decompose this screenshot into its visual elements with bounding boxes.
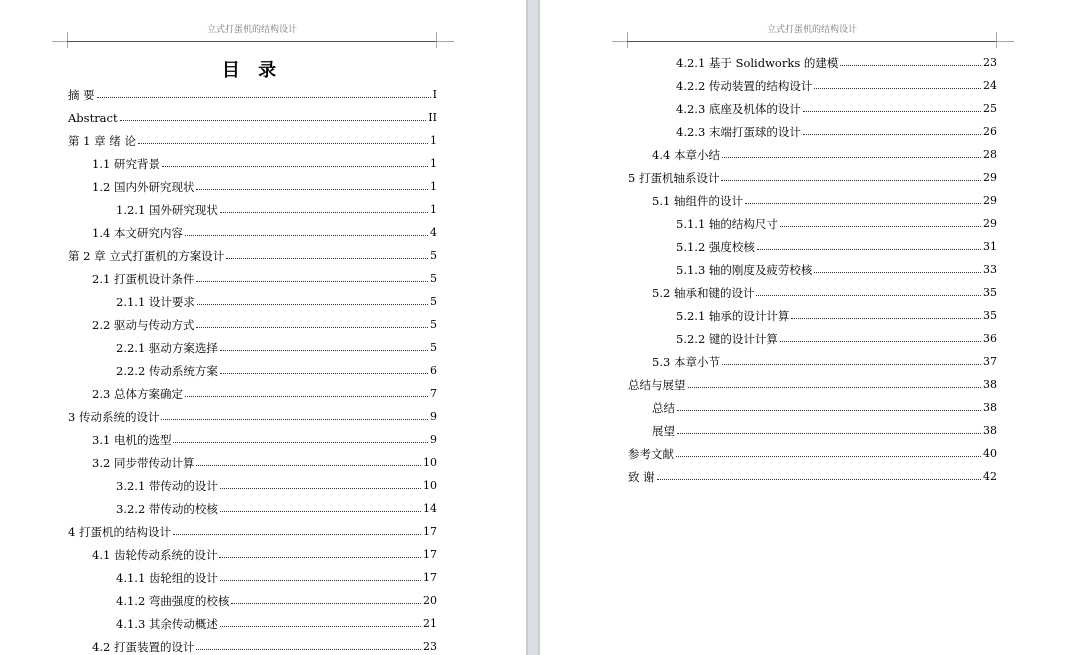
toc-leader-dots [803, 111, 981, 112]
toc-entry[interactable] [68, 451, 437, 474]
toc-entry-page: 36 [983, 332, 997, 345]
toc-leader-dots [220, 626, 421, 627]
toc-entry-page: 7 [430, 387, 437, 400]
toc-leader-dots [173, 534, 421, 535]
toc-entry-title: 2.2.2 传动系统方案 [116, 363, 218, 378]
toc-leader-dots [196, 327, 428, 328]
toc-entry[interactable] [628, 350, 997, 373]
toc-entry-page: 1 [430, 203, 437, 216]
toc-leader-dots [722, 364, 981, 365]
toc-entry-page: 35 [983, 309, 997, 322]
toc-entry-page: 28 [983, 148, 997, 161]
toc-entry[interactable] [628, 304, 997, 327]
toc-entry-title: 5.2 轴承和键的设计 [652, 285, 755, 300]
toc-entry-title: Abstract [68, 110, 118, 125]
toc-entry-page: 14 [423, 502, 437, 515]
toc-entry-page: 24 [983, 79, 997, 92]
toc-leader-dots [120, 120, 427, 121]
toc-leader-dots [756, 295, 981, 296]
toc-entry-page: 5 [430, 249, 437, 262]
toc-entry-title: 4.1.3 其余传动概述 [116, 616, 218, 631]
toc-entry-title: 1.4 本文研究内容 [92, 225, 183, 240]
toc-entry-page: 9 [430, 410, 437, 423]
toc-entry[interactable] [68, 474, 437, 497]
toc-entry-title: 5.1 轴组件的设计 [652, 193, 743, 208]
toc-entry-page: 35 [983, 286, 997, 299]
toc-entry-title: 2.3 总体方案确定 [92, 386, 183, 401]
crop-mark [627, 32, 628, 48]
toc-leader-dots [196, 649, 421, 650]
toc-entry[interactable] [628, 212, 997, 235]
crop-mark [612, 41, 628, 42]
toc-entry[interactable] [68, 428, 437, 451]
toc-entry-title: 5 打蛋机轴系设计 [628, 170, 720, 185]
toc-entry[interactable] [628, 97, 997, 120]
toc-entry[interactable] [68, 589, 437, 612]
toc-entry-title: 摘 要 [68, 87, 95, 102]
toc-leader-dots [162, 166, 428, 167]
toc-entry[interactable] [628, 281, 997, 304]
crop-mark [436, 41, 454, 42]
toc-entry[interactable] [628, 120, 997, 143]
toc-entry[interactable] [68, 359, 437, 382]
toc-entry-page: 4 [430, 226, 437, 239]
toc-entry-page: 42 [983, 470, 997, 483]
toc-entry-title: 4.1.1 齿轮组的设计 [116, 570, 218, 585]
toc-entry-page: 23 [423, 640, 437, 653]
toc-entry-page: 5 [430, 272, 437, 285]
toc-entry[interactable] [68, 175, 437, 198]
toc-entry-page: 37 [983, 355, 997, 368]
page-gutter [526, 0, 540, 655]
toc-entry[interactable] [68, 152, 437, 175]
toc-entry-title: 总结 [652, 400, 675, 415]
toc-title: 目 录 [221, 60, 283, 81]
toc-entry[interactable] [68, 635, 437, 655]
toc-entry-page: 5 [430, 318, 437, 331]
toc-entry[interactable] [628, 143, 997, 166]
toc-entry-title: 参考文献 [628, 446, 674, 461]
toc-entry-page: 17 [423, 525, 437, 538]
toc-entry-title: 4.2.3 底座及机体的设计 [676, 101, 801, 116]
toc-leader-dots [196, 281, 428, 282]
toc-entry[interactable] [628, 166, 997, 189]
toc-entry-title: 3.2 同步带传动计算 [92, 455, 195, 470]
toc-entry[interactable] [68, 267, 437, 290]
toc-entry-page: I [432, 88, 437, 101]
toc-leader-dots [220, 511, 421, 512]
toc-entry-page: 17 [423, 571, 437, 584]
toc-leader-dots [185, 396, 428, 397]
toc-entry-title: 3.1 电机的选型 [92, 432, 172, 447]
toc-entry-title: 4.2.2 传动装置的结构设计 [676, 78, 813, 93]
toc-entry-title: 展望 [652, 423, 675, 438]
toc-list [628, 51, 997, 488]
toc-entry-page: 17 [423, 548, 437, 561]
toc-entry-title: 5.2.1 轴承的设计计算 [676, 308, 790, 323]
toc-leader-dots [677, 410, 981, 411]
toc-entry[interactable] [68, 290, 437, 313]
toc-entry-title: 3.2.1 带传动的设计 [116, 478, 218, 493]
toc-entry-title: 5.2.2 键的设计计算 [676, 331, 778, 346]
toc-entry[interactable] [68, 244, 437, 267]
toc-entry[interactable] [68, 612, 437, 635]
toc-leader-dots [196, 465, 421, 466]
toc-entry-page: 20 [423, 594, 437, 607]
toc-entry-page: 25 [983, 102, 997, 115]
toc-leader-dots [161, 419, 428, 420]
toc-entry-page: 1 [430, 180, 437, 193]
crop-mark [996, 32, 997, 48]
header-rule [67, 41, 437, 42]
toc-entry-title: 4.1.2 弯曲强度的校核 [116, 593, 230, 608]
toc-entry[interactable] [628, 74, 997, 97]
toc-entry-page: 10 [423, 479, 437, 492]
toc-entry-title: 总结与展望 [628, 377, 686, 392]
toc-entry-page: 1 [430, 134, 437, 147]
toc-entry-title: 第 2 章 立式打蛋机的方案设计 [68, 248, 225, 263]
toc-entry-title: 5.3 本章小节 [652, 354, 720, 369]
toc-entry[interactable] [628, 327, 997, 350]
toc-entry[interactable] [68, 520, 437, 543]
crop-mark [52, 41, 68, 42]
document-page-right [540, 0, 1090, 655]
toc-entry-title: 3 传动系统的设计 [68, 409, 160, 424]
toc-leader-dots [220, 212, 428, 213]
toc-leader-dots [231, 603, 421, 604]
toc-entry-title: 2.1 打蛋机设计条件 [92, 271, 195, 286]
toc-entry-title: 1.1 研究背景 [92, 156, 160, 171]
toc-entry[interactable] [628, 258, 997, 281]
toc-entry-title: 5.1.3 轴的刚度及疲劳校核 [676, 262, 813, 277]
toc-entry-page: II [428, 111, 437, 124]
toc-leader-dots [97, 97, 431, 98]
toc-entry-page: 29 [983, 171, 997, 184]
running-header: 立式打蛋机的结构设计 [206, 25, 297, 35]
toc-entry[interactable] [68, 221, 437, 244]
toc-entry-title: 4 打蛋机的结构设计 [68, 524, 171, 539]
toc-leader-dots [220, 350, 428, 351]
toc-entry-title: 4.4 本章小结 [652, 147, 720, 162]
toc-entry-page: 23 [983, 56, 997, 69]
crop-mark [436, 32, 437, 48]
toc-leader-dots [220, 488, 421, 489]
toc-entry-page: 26 [983, 125, 997, 138]
toc-entry-title: 4.1 齿轮传动系统的设计 [92, 547, 218, 562]
toc-entry-page: 6 [430, 364, 437, 377]
toc-entry-page: 38 [983, 378, 997, 391]
toc-entry-page: 9 [430, 433, 437, 446]
toc-entry-title: 5.1.2 强度校核 [676, 239, 755, 254]
running-header: 立式打蛋机的结构设计 [766, 25, 857, 35]
toc-entry[interactable] [68, 198, 437, 221]
document-page-left [0, 0, 526, 655]
toc-leader-dots [745, 203, 981, 204]
toc-entry[interactable] [68, 405, 437, 428]
toc-entry[interactable] [68, 543, 437, 566]
toc-leader-dots [677, 433, 981, 434]
toc-leader-dots [688, 387, 982, 388]
toc-entry-title: 1.2 国内外研究现状 [92, 179, 195, 194]
toc-entry-page: 10 [423, 456, 437, 469]
toc-entry-page: 5 [430, 341, 437, 354]
toc-leader-dots [721, 180, 981, 181]
toc-leader-dots [220, 580, 421, 581]
toc-leader-dots [196, 189, 428, 190]
toc-entry-page: 38 [983, 401, 997, 414]
toc-leader-dots [657, 479, 981, 480]
toc-entry[interactable] [68, 566, 437, 589]
toc-leader-dots [138, 143, 428, 144]
toc-leader-dots [814, 88, 981, 89]
toc-entry[interactable] [628, 419, 997, 442]
toc-entry[interactable] [628, 235, 997, 258]
toc-entry[interactable] [68, 382, 437, 405]
toc-entry-title: 2.2 驱动与传动方式 [92, 317, 195, 332]
toc-leader-dots [814, 272, 981, 273]
toc-entry-page: 40 [983, 447, 997, 460]
toc-entry[interactable] [628, 189, 997, 212]
crop-mark [996, 41, 1014, 42]
toc-entry-page: 21 [423, 617, 437, 630]
toc-entry[interactable] [628, 51, 997, 74]
toc-entry-page: 1 [430, 157, 437, 170]
toc-entry[interactable] [68, 336, 437, 359]
toc-entry[interactable] [68, 497, 437, 520]
toc-entry-page: 38 [983, 424, 997, 437]
toc-entry[interactable] [628, 465, 997, 488]
toc-leader-dots [780, 226, 981, 227]
toc-leader-dots [676, 456, 981, 457]
toc-entry-title: 2.2.1 驱动方案选择 [116, 340, 218, 355]
toc-entry-page: 5 [430, 295, 437, 308]
toc-leader-dots [840, 65, 981, 66]
toc-entry-title: 4.2.3 末端打蛋球的设计 [676, 124, 801, 139]
toc-entry-title: 4.2.1 基于 Solidworks 的建模 [676, 55, 839, 70]
toc-entry-title: 致 谢 [628, 469, 655, 484]
toc-leader-dots [757, 249, 981, 250]
header-rule [627, 41, 997, 42]
toc-entry-page: 29 [983, 217, 997, 230]
toc-entry[interactable] [68, 313, 437, 336]
toc-entry-title: 3.2.2 带传动的校核 [116, 501, 218, 516]
toc-leader-dots [197, 304, 428, 305]
toc-entry[interactable] [628, 396, 997, 419]
toc-entry-title: 4.2 打蛋装置的设计 [92, 639, 195, 654]
toc-entry-title: 第 1 章 绪 论 [68, 133, 136, 148]
toc-leader-dots [791, 318, 981, 319]
toc-entry-page: 29 [983, 194, 997, 207]
toc-list [68, 83, 437, 655]
toc-entry-page: 33 [983, 263, 997, 276]
toc-leader-dots [226, 258, 428, 259]
toc-entry-page: 31 [983, 240, 997, 253]
toc-leader-dots [173, 442, 428, 443]
toc-leader-dots [219, 557, 421, 558]
crop-mark [67, 32, 68, 48]
toc-entry-title: 1.2.1 国外研究现状 [116, 202, 218, 217]
toc-entry[interactable] [68, 129, 437, 152]
toc-leader-dots [803, 134, 981, 135]
toc-entry[interactable] [68, 83, 437, 106]
toc-leader-dots [722, 157, 981, 158]
toc-entry-title: 2.1.1 设计要求 [116, 294, 195, 309]
toc-entry[interactable] [628, 442, 997, 465]
toc-leader-dots [185, 235, 428, 236]
toc-leader-dots [780, 341, 981, 342]
toc-entry-title: 5.1.1 轴的结构尺寸 [676, 216, 778, 231]
toc-entry[interactable] [68, 106, 437, 129]
toc-leader-dots [220, 373, 428, 374]
toc-entry[interactable] [628, 373, 997, 396]
